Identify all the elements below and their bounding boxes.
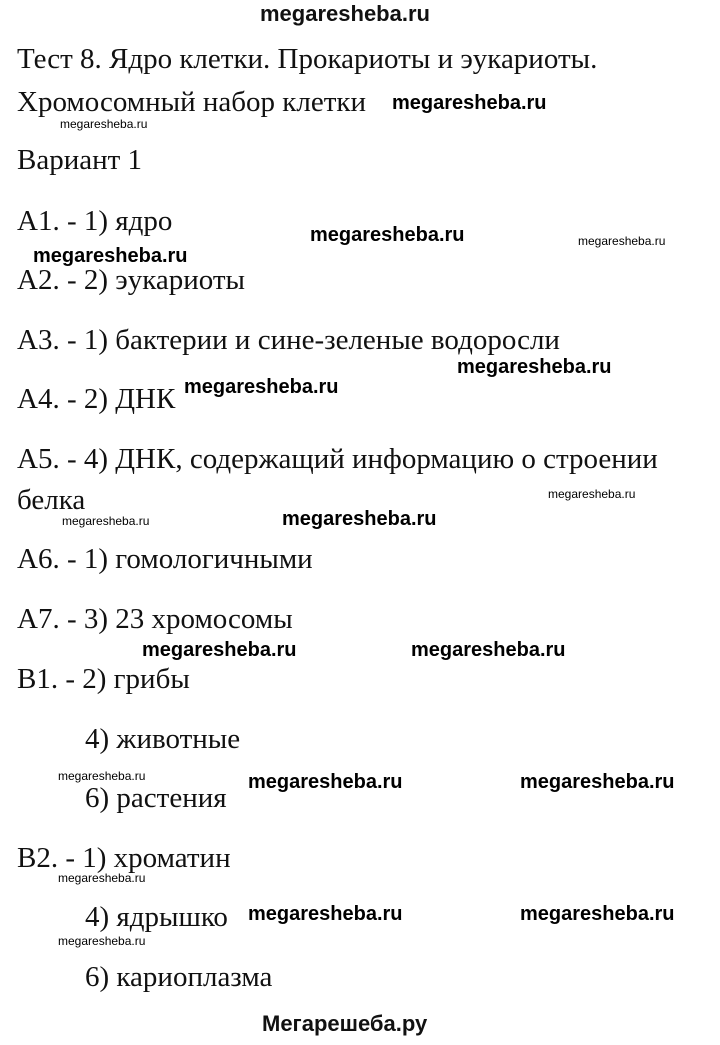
answer-a5-line2: белка — [17, 484, 86, 516]
watermark: megaresheba.ru — [411, 639, 566, 661]
header-site-name: megaresheba.ru — [260, 1, 430, 26]
watermark: megaresheba.ru — [58, 871, 146, 885]
answer-b2: В2. - 1) хроматин — [17, 842, 231, 874]
watermark: megaresheba.ru — [310, 224, 465, 246]
watermark: megaresheba.ru — [578, 234, 666, 248]
test-title-line2: Хромосомный набор клетки — [17, 86, 367, 118]
watermark: megaresheba.ru — [58, 934, 146, 948]
watermark: megaresheba.ru — [392, 92, 547, 114]
answer-a7: А7. - 3) 23 хромосомы — [17, 603, 293, 635]
watermark: megaresheba.ru — [142, 639, 297, 661]
answer-a6: А6. - 1) гомологичными — [17, 543, 313, 575]
answer-b1-item3: 6) растения — [85, 782, 227, 814]
watermark: megaresheba.ru — [248, 771, 403, 793]
answer-a2: А2. - 2) эукариоты — [17, 264, 246, 296]
answer-a4: А4. - 2) ДНК — [17, 383, 176, 415]
watermark: megaresheba.ru — [457, 356, 612, 378]
watermark: megaresheba.ru — [60, 117, 148, 131]
answer-a3: А3. - 1) бактерии и сине-зеленые водоросли — [17, 324, 560, 356]
watermark: megaresheba.ru — [520, 903, 675, 925]
watermark: megaresheba.ru — [184, 376, 339, 398]
watermark: megaresheba.ru — [248, 903, 403, 925]
answer-a1: А1. - 1) ядро — [17, 205, 173, 237]
answer-a5-line1: А5. - 4) ДНК, содержащий информацию о строении — [17, 443, 658, 475]
variant-label: Вариант 1 — [17, 144, 143, 176]
answer-b1-item2: 4) животные — [85, 723, 241, 755]
test-title-line1: Тест 8. Ядро клетки. Прокариоты и эукариоты. — [17, 43, 598, 75]
watermark: megaresheba.ru — [520, 771, 675, 793]
watermark: megaresheba.ru — [58, 769, 146, 783]
answer-b2-item2: 4) ядрышко — [85, 901, 228, 933]
answer-b1: В1. - 2) грибы — [17, 663, 190, 695]
watermark: megaresheba.ru — [33, 245, 188, 267]
footer-site-name: Мегарешеба.ру — [262, 1011, 428, 1036]
answer-b2-item3: 6) кариоплазма — [85, 961, 273, 993]
watermark: megaresheba.ru — [62, 514, 150, 528]
watermark: megaresheba.ru — [282, 508, 437, 530]
watermark: megaresheba.ru — [548, 487, 636, 501]
